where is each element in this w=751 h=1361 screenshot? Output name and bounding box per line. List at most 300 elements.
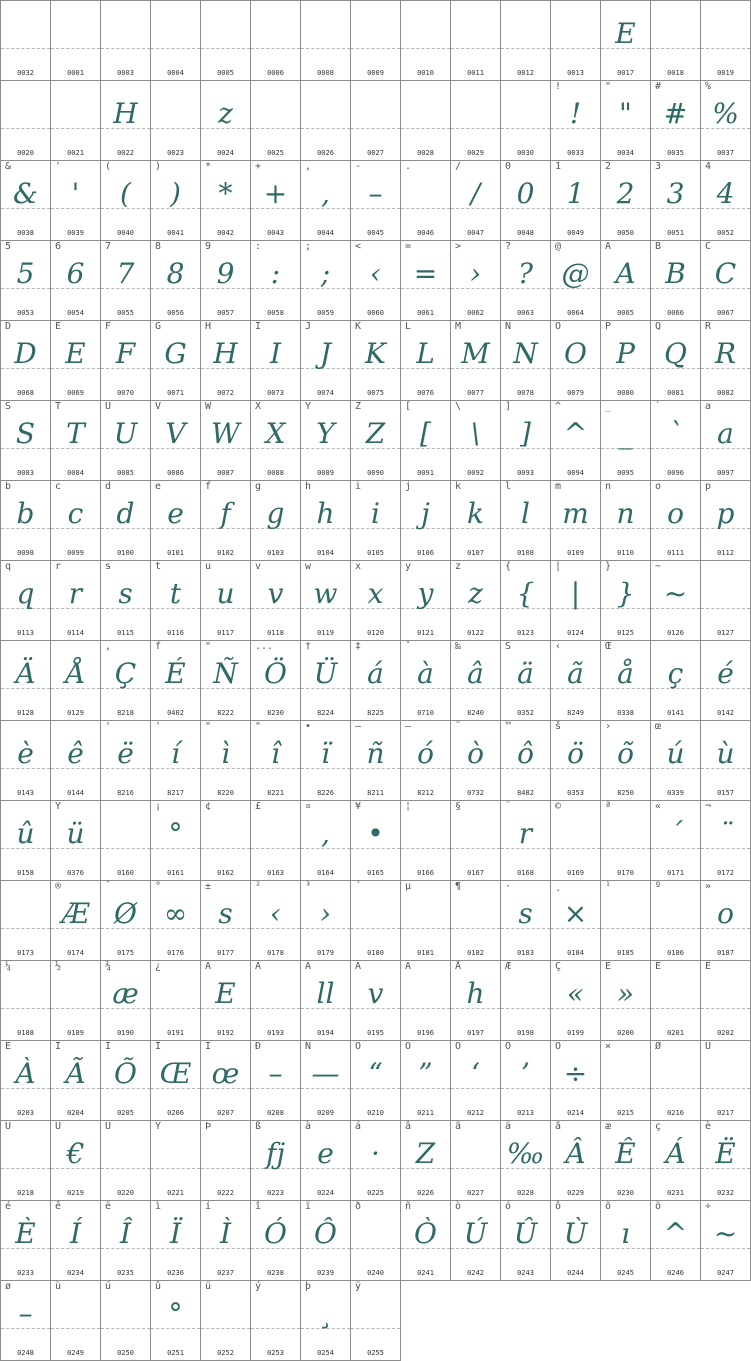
- char-code: 0205: [117, 1109, 134, 1117]
- key-label: ð: [355, 1201, 362, 1212]
- key-label: P: [605, 321, 612, 332]
- glyph-sample: ö: [567, 737, 584, 770]
- glyph-sample: ñ: [366, 737, 385, 770]
- char-code: 0052: [717, 229, 734, 237]
- char-code: 0177: [217, 949, 234, 957]
- char-code: 0194: [317, 1029, 334, 1037]
- key-label: ¾: [105, 961, 112, 972]
- key-label: !: [555, 81, 562, 92]
- char-code: 0229: [567, 1189, 584, 1197]
- glyph-sample: °: [168, 1297, 183, 1330]
- key-label: .: [405, 161, 412, 172]
- glyph-sample: –: [268, 1057, 283, 1090]
- key-label: É: [655, 961, 662, 972]
- char-code: 0141: [667, 709, 684, 717]
- key-label: ±: [205, 881, 212, 892]
- char-code: 0197: [467, 1029, 484, 1037]
- glyph-sample: a: [717, 417, 734, 450]
- key-label: ò: [455, 1201, 462, 1212]
- char-code: 0226: [417, 1189, 434, 1197]
- glyph-sample: Â: [565, 1137, 586, 1170]
- glyph-sample: ´: [668, 817, 683, 850]
- glyph-sample: Ö: [264, 657, 287, 690]
- char-code: 0158: [17, 869, 34, 877]
- char-code: 0013: [567, 69, 584, 77]
- glyph-sample: D: [14, 337, 37, 370]
- char-code: 0060: [367, 309, 384, 317]
- char-code: 0175: [117, 949, 134, 957]
- key-label: ~: [655, 561, 662, 572]
- glyph-sample: ò: [467, 737, 484, 770]
- char-code: 0053: [17, 309, 34, 317]
- char-code: 0057: [217, 309, 234, 317]
- char-code: 0228: [517, 1189, 534, 1197]
- glyph-sample: W: [211, 417, 240, 450]
- key-label: ¼: [5, 961, 12, 972]
- glyph-sample: ‹: [269, 897, 282, 930]
- key-label: Û: [55, 1121, 62, 1132]
- key-label: h: [305, 481, 312, 492]
- key-label: W: [205, 401, 212, 412]
- glyph-sample: g: [266, 497, 285, 530]
- key-label: U: [105, 401, 112, 412]
- glyph-sample: Ø: [114, 897, 137, 930]
- key-label: §: [455, 801, 462, 812]
- key-label: Ë: [5, 1041, 12, 1052]
- key-label: #: [655, 81, 662, 92]
- glyph-sample: ^: [663, 1217, 688, 1250]
- char-code: 0076: [417, 389, 434, 397]
- glyph-sample: ^: [563, 417, 588, 450]
- char-code: 0070: [117, 389, 134, 397]
- glyph-sample: (: [120, 177, 131, 210]
- glyph-sample: w: [313, 577, 338, 610]
- char-code: 0172: [717, 869, 734, 877]
- key-label: ‰: [455, 641, 462, 652]
- glyph-sample: u: [216, 577, 235, 610]
- key-label: Ê: [705, 961, 712, 972]
- char-code: 0161: [167, 869, 184, 877]
- char-code: 0239: [317, 1269, 334, 1277]
- key-label: r: [55, 561, 62, 572]
- char-code: 0210: [367, 1109, 384, 1117]
- char-code: 0092: [467, 469, 484, 477]
- glyph-sample: S: [15, 417, 36, 450]
- char-code: 0088: [267, 469, 284, 477]
- key-label: ø: [5, 1281, 12, 1292]
- glyph-sample: Q: [664, 337, 687, 370]
- char-code: 0024: [217, 149, 234, 157]
- key-label: D: [5, 321, 12, 332]
- glyph-sample: Z: [415, 1137, 436, 1170]
- key-label: E: [55, 321, 62, 332]
- char-code: 0252: [217, 1349, 234, 1357]
- char-code: 0166: [417, 869, 434, 877]
- glyph-sample: n: [616, 497, 635, 530]
- char-code: 0037: [717, 149, 734, 157]
- glyph-sample: ]: [520, 417, 531, 450]
- glyph-sample: ‹: [369, 257, 382, 290]
- glyph-sample: _: [618, 417, 633, 450]
- char-code: 0352: [517, 709, 534, 717]
- key-label: Ç: [555, 961, 562, 972]
- key-label: ": [255, 721, 262, 732]
- glyph-sample: ): [170, 177, 181, 210]
- char-code: 0026: [317, 149, 334, 157]
- char-code: 0234: [67, 1269, 84, 1277]
- glyph-sample: E: [215, 977, 236, 1010]
- char-code: 0084: [67, 469, 84, 477]
- char-code: 0064: [567, 309, 584, 317]
- key-label: º: [655, 881, 662, 892]
- char-code: 0181: [417, 949, 434, 957]
- glyph-sample: î: [271, 737, 280, 770]
- key-label: Ð: [255, 1041, 262, 1052]
- key-label: 4: [705, 161, 712, 172]
- key-label: ,: [305, 161, 312, 172]
- char-code: 0200: [617, 1029, 634, 1037]
- key-label: ': [55, 161, 62, 172]
- char-code: 0110: [617, 549, 634, 557]
- glyph-sample: x: [367, 577, 384, 610]
- key-label: s: [105, 561, 112, 572]
- char-code: 0251: [167, 1349, 184, 1357]
- glyph-sample: l: [521, 497, 530, 530]
- char-code: 0213: [517, 1109, 534, 1117]
- key-label: ¥: [355, 801, 362, 812]
- char-code: 0241: [417, 1269, 434, 1277]
- char-code: 0207: [217, 1109, 234, 1117]
- key-label: |: [555, 561, 562, 572]
- char-code: 0169: [567, 869, 584, 877]
- char-code: 0041: [167, 229, 184, 237]
- key-label: –: [355, 721, 362, 732]
- char-code: 0096: [667, 469, 684, 477]
- glyph-sample: ›: [319, 897, 332, 930]
- char-code: 0021: [67, 149, 84, 157]
- char-code: 8222: [217, 709, 234, 717]
- glyph-sample: =: [413, 257, 438, 290]
- key-label: N: [505, 321, 512, 332]
- glyph-sample: J: [319, 337, 332, 370]
- char-code: 0212: [467, 1109, 484, 1117]
- char-code: 0044: [317, 229, 334, 237]
- key-label: S: [5, 401, 12, 412]
- glyph-sample: E: [65, 337, 86, 370]
- glyph-sample: ÷: [563, 1057, 588, 1090]
- char-code: 0023: [167, 149, 184, 157]
- key-label: ï: [305, 1201, 312, 1212]
- key-label: ²: [255, 881, 262, 892]
- char-code: 0248: [17, 1349, 34, 1357]
- key-label: Ü: [105, 1121, 112, 1132]
- glyph-sample: ;: [320, 257, 331, 290]
- char-code: 0067: [717, 309, 734, 317]
- glyph-sample: b: [16, 497, 35, 530]
- key-label: š: [555, 721, 562, 732]
- key-label: w: [305, 561, 312, 572]
- key-label: :: [255, 241, 262, 252]
- glyph-sample: ï: [321, 737, 330, 770]
- char-code: 0050: [617, 229, 634, 237]
- key-label: ä: [505, 1121, 512, 1132]
- glyph-sample: «: [566, 977, 585, 1010]
- key-label: +: [255, 161, 262, 172]
- char-code: 0101: [167, 549, 184, 557]
- glyph-sample: ë: [117, 737, 134, 770]
- key-label: 9: [205, 241, 212, 252]
- glyph-sample: F: [115, 337, 136, 370]
- char-code: 0046: [417, 229, 434, 237]
- char-code: 0059: [317, 309, 334, 317]
- char-code: 0164: [317, 869, 334, 877]
- glyph-sample: o: [667, 497, 684, 530]
- key-label: M: [455, 321, 462, 332]
- char-code: 8225: [367, 709, 384, 717]
- glyph-sample: æ: [112, 977, 139, 1010]
- char-code: 0221: [167, 1189, 184, 1197]
- glyph-sample: Ú: [463, 1217, 488, 1250]
- char-code: 0055: [117, 309, 134, 317]
- key-label: L: [405, 321, 412, 332]
- char-code: 8217: [167, 789, 184, 797]
- glyph-sample: È: [15, 1217, 36, 1250]
- char-code: 0188: [17, 1029, 34, 1037]
- glyph-sample: P: [616, 337, 635, 370]
- key-label: u: [205, 561, 212, 572]
- key-label: m: [555, 481, 562, 492]
- glyph-sample: Ó: [264, 1217, 287, 1250]
- char-code: 0199: [567, 1029, 584, 1037]
- char-code: 8224: [317, 709, 334, 717]
- glyph-sample: è: [17, 737, 34, 770]
- char-code: 0105: [367, 549, 384, 557]
- glyph-sample: Å: [65, 657, 86, 690]
- char-code: 0157: [717, 789, 734, 797]
- char-code: 0128: [17, 709, 34, 717]
- char-code: 0191: [167, 1029, 184, 1037]
- key-label: \: [455, 401, 462, 412]
- char-code: 0061: [417, 309, 434, 317]
- char-code: 0022: [117, 149, 134, 157]
- key-label: z: [455, 561, 462, 572]
- key-label: Ô: [455, 1041, 462, 1052]
- key-label: ¦: [405, 801, 412, 812]
- key-label: ]: [505, 401, 512, 412]
- char-code: 0190: [117, 1029, 134, 1037]
- key-label: 0: [505, 161, 512, 172]
- key-label: µ: [405, 881, 412, 892]
- char-code: 0198: [517, 1029, 534, 1037]
- key-label: ^: [555, 401, 562, 412]
- char-code: 0217: [717, 1109, 734, 1117]
- char-code: 0249: [67, 1349, 84, 1357]
- key-label: Ñ: [305, 1041, 312, 1052]
- char-code: 0040: [117, 229, 134, 237]
- key-label: «: [655, 801, 662, 812]
- key-label: Ì: [55, 1041, 62, 1052]
- glyph-sample: T: [66, 417, 85, 450]
- glyph-sample: E: [615, 17, 636, 50]
- glyph-sample: 7: [116, 257, 135, 290]
- glyph-sample: q: [16, 577, 35, 610]
- glyph-sample: C: [714, 257, 737, 290]
- glyph-sample: Ï: [169, 1217, 182, 1250]
- key-label: ": [605, 81, 612, 92]
- glyph-sample: –: [18, 1297, 33, 1330]
- glyph-sample: j: [421, 497, 430, 530]
- glyph-sample: Z: [365, 417, 386, 450]
- glyph-sample: Ü: [313, 657, 338, 690]
- key-label: Q: [655, 321, 662, 332]
- glyph-sample: Ã: [65, 1057, 86, 1090]
- key-label: A: [605, 241, 612, 252]
- glyph-sample: G: [164, 337, 187, 370]
- key-label: k: [455, 481, 462, 492]
- char-code: 8221: [267, 789, 284, 797]
- key-label: ): [155, 161, 162, 172]
- char-code: 0732: [467, 789, 484, 797]
- glyph-sample: Œ: [159, 1057, 192, 1090]
- char-code: 0193: [267, 1029, 284, 1037]
- char-code: 0162: [217, 869, 234, 877]
- char-code: 0006: [267, 69, 284, 77]
- char-code: 0201: [667, 1029, 684, 1037]
- char-code: 0174: [67, 949, 84, 957]
- glyph-sample: Î: [119, 1217, 132, 1250]
- char-code: 0083: [17, 469, 34, 477]
- glyph-sample: /: [470, 177, 481, 210]
- key-label: ·: [505, 881, 512, 892]
- char-code: 0246: [667, 1269, 684, 1277]
- glyph-sample: ·: [371, 1137, 380, 1170]
- key-label: -: [355, 161, 362, 172]
- key-label: ˜: [455, 721, 462, 732]
- glyph-sample: s: [518, 897, 533, 930]
- glyph-sample: ó: [417, 737, 434, 770]
- key-label: /: [455, 161, 462, 172]
- key-label: y: [405, 561, 412, 572]
- key-label: Œ: [605, 641, 612, 652]
- key-label: é: [5, 1201, 12, 1212]
- key-label: ...: [255, 641, 274, 652]
- key-label: †: [305, 641, 312, 652]
- char-code: 0066: [667, 309, 684, 317]
- key-label: ¤: [305, 801, 312, 812]
- glyph-sample: |: [570, 577, 581, 610]
- char-code: 0185: [617, 949, 634, 957]
- key-label: Î: [155, 1041, 162, 1052]
- glyph-sample: v: [367, 977, 384, 1010]
- glyph-sample: ú: [666, 737, 685, 770]
- char-code: 0245: [617, 1269, 634, 1277]
- glyph-sample: r: [518, 817, 533, 850]
- glyph-sample: U: [113, 417, 138, 450]
- glyph-sample: “: [368, 1057, 383, 1090]
- key-label: ê: [55, 1201, 62, 1212]
- char-code: 0081: [667, 389, 684, 397]
- char-code: 0170: [617, 869, 634, 877]
- char-code: 0242: [467, 1269, 484, 1277]
- char-code: 0047: [467, 229, 484, 237]
- key-label: Ÿ: [55, 801, 62, 812]
- key-label: Ó: [405, 1041, 412, 1052]
- glyph-sample: v: [267, 577, 284, 610]
- char-code: 0001: [67, 69, 84, 77]
- key-label: x: [355, 561, 362, 572]
- char-code: 0243: [517, 1269, 534, 1277]
- char-code: 0120: [367, 629, 384, 637]
- key-label: ÷: [705, 1201, 712, 1212]
- key-label: ¢: [205, 801, 212, 812]
- glyph-sample: ¨: [718, 817, 733, 850]
- glyph-sample: 4: [716, 177, 735, 210]
- key-label: b: [5, 481, 12, 492]
- char-code: 0095: [617, 469, 634, 477]
- key-label: a: [705, 401, 712, 412]
- glyph-sample: Á: [665, 1137, 686, 1170]
- key-label: ×: [605, 1041, 612, 1052]
- key-label: Š: [505, 641, 512, 652]
- char-code: 0240: [367, 1269, 384, 1277]
- char-code: 0034: [617, 149, 634, 157]
- glyph-sample: ä: [517, 657, 534, 690]
- key-label: ™: [505, 721, 512, 732]
- key-label: ¡: [155, 801, 162, 812]
- key-label: à: [305, 1121, 312, 1132]
- glyph-sample: é: [717, 657, 734, 690]
- char-code: 0093: [517, 469, 534, 477]
- key-label: J: [305, 321, 312, 332]
- glyph-sample: ~: [713, 1217, 738, 1250]
- char-code: 0100: [117, 549, 134, 557]
- key-label: û: [155, 1281, 162, 1292]
- char-code: 0118: [267, 629, 284, 637]
- char-code: 0079: [567, 389, 584, 397]
- char-code: 0209: [317, 1109, 334, 1117]
- char-code: 0033: [567, 149, 584, 157]
- char-code: 0119: [317, 629, 334, 637]
- glyph-sample: I: [269, 337, 282, 370]
- char-code: 0043: [267, 229, 284, 237]
- char-code: 0072: [217, 389, 234, 397]
- key-label: å: [555, 1121, 562, 1132]
- char-code: 0104: [317, 549, 334, 557]
- key-label: è: [705, 1121, 712, 1132]
- glyph-sample: K: [365, 337, 386, 370]
- key-label: ,: [105, 641, 112, 652]
- glyph-sample: [: [420, 417, 431, 450]
- glyph-sample: L: [416, 337, 435, 370]
- char-code: 0082: [717, 389, 734, 397]
- glyph-sample: Ë: [715, 1137, 736, 1170]
- char-code: 0233: [17, 1269, 34, 1277]
- key-label: {: [505, 561, 512, 572]
- char-code: 8218: [117, 709, 134, 717]
- glyph-sample: h: [466, 977, 485, 1010]
- glyph-sample: û: [16, 817, 35, 850]
- glyph-sample: @: [561, 257, 590, 290]
- glyph-sample: ù: [716, 737, 735, 770]
- key-label: ¶: [455, 881, 462, 892]
- key-label: ÿ: [355, 1281, 362, 1292]
- glyph-sample: `: [668, 417, 683, 450]
- glyph-sample: Æ: [61, 897, 90, 930]
- glyph-sample: Ñ: [213, 657, 238, 690]
- char-code: 8211: [367, 789, 384, 797]
- char-code: 0032: [17, 69, 34, 77]
- key-label: e: [155, 481, 162, 492]
